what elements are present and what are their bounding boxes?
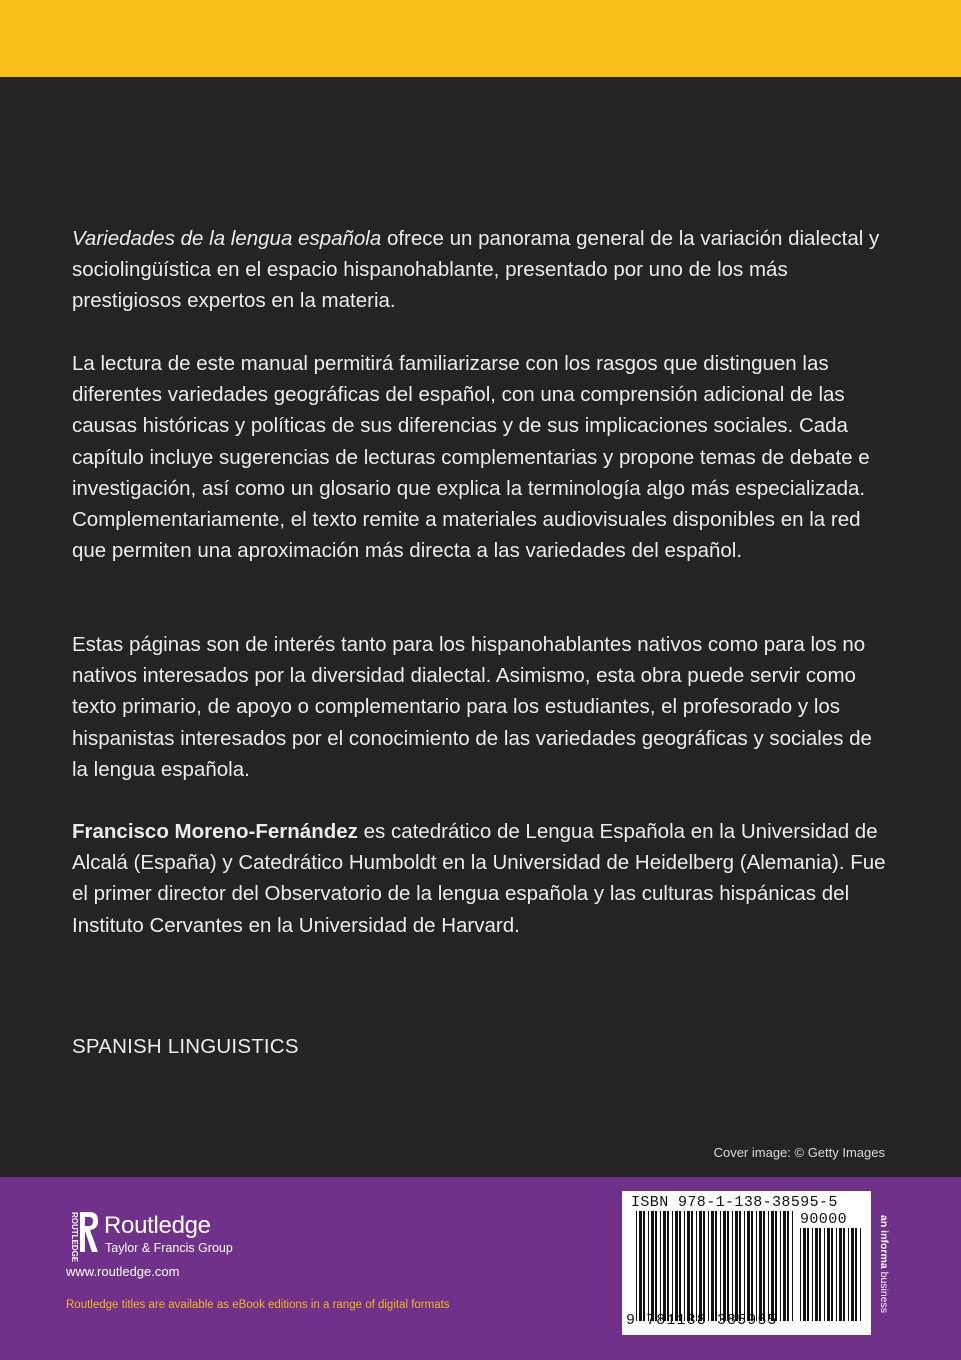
barcode-bar [691, 1211, 693, 1321]
book-title-italic: Variedades de la lengua española [72, 227, 382, 250]
barcode-bar [648, 1211, 649, 1321]
routledge-vertical-text: ROUTLEDGE [70, 1212, 79, 1263]
informa-business-label [878, 1215, 890, 1313]
barcode-bar [780, 1211, 781, 1321]
barcode-bar [723, 1211, 726, 1321]
barcode-bar [732, 1211, 733, 1321]
barcode-bar [775, 1211, 777, 1321]
routledge-logo-icon [78, 1208, 100, 1256]
author-bio-text: es catedrático de Lengua Española en la Universidad de Alcalá (España) y Catedrático Humboldt en la Universidad de Heidelberg (Alemania). Fue el primer director del Observatorio de la lengua española y las culturas hispánicas del Instituto Cervantes en la Universidad de Harvard. [72, 820, 886, 937]
barcode-bar [711, 1211, 714, 1321]
barcode-bar [851, 1228, 854, 1321]
barcode-bar [696, 1211, 697, 1321]
barcode-bar [807, 1228, 809, 1321]
routledge-vertical-wordmark [62, 1212, 79, 1263]
barcode-bar [663, 1211, 666, 1321]
barcode-bar [687, 1211, 690, 1321]
description-paragraph-1 [72, 223, 892, 317]
author-bio [72, 816, 892, 941]
barcode-bar [836, 1228, 837, 1321]
barcode-bar [639, 1211, 642, 1321]
barcode-bar [715, 1211, 717, 1321]
barcode-bar [792, 1211, 793, 1321]
barcode-bar [744, 1211, 745, 1321]
barcode-bar [660, 1211, 661, 1321]
barcode-bar [843, 1228, 845, 1321]
publisher-subtitle: Taylor & Francis Group [105, 1241, 233, 1255]
barcode-bar [855, 1228, 857, 1321]
ean-barcode [636, 1211, 796, 1321]
series-label: SPANISH LINGUISTICS [72, 1035, 299, 1058]
cover-image-credit: Cover image: © Getty Images [713, 1145, 885, 1160]
barcode-bar [819, 1228, 821, 1321]
barcode-digits: 9 781138 385955 [626, 1312, 778, 1329]
barcode-bar [708, 1211, 709, 1321]
barcode-bar [651, 1211, 654, 1321]
barcode-bar [768, 1211, 769, 1321]
barcode-bar [759, 1211, 762, 1321]
top-color-band [0, 0, 961, 77]
barcode-bar [735, 1211, 738, 1321]
barcode-bar [703, 1211, 705, 1321]
isbn-number: ISBN 978-1-138-38595-5 [631, 1194, 838, 1211]
barcode-bar [756, 1211, 757, 1321]
barcode-bar [860, 1228, 861, 1321]
paragraph-1-text: ofrece un panorama general de la variación dialectal y sociolingüística en el espacio hispanohablante, presentado por uno de los más prestigiosos expertos en la materia. [72, 227, 880, 313]
barcode-bar [839, 1228, 842, 1321]
barcode-bar [699, 1211, 702, 1321]
barcode-bar [783, 1211, 786, 1321]
barcode-bar [815, 1228, 818, 1321]
description-paragraph-3: Estas páginas son de interés tanto para los hispanohablantes nativos como para los no nativos interesados por la diversidad dialectal. Asimismo, esta obra puede servir como texto primario, de apoyo o complementario para los estudiantes, el profesorado y los hispanistas interesados por el conocimiento de las variedades geográficas y sociales de la lengua española. [72, 633, 872, 781]
barcode-addon-number: 90000 [800, 1211, 848, 1228]
barcode-bar [824, 1228, 825, 1321]
barcode-bar [636, 1211, 637, 1321]
barcode-bar [763, 1211, 765, 1321]
barcode-bar [684, 1211, 685, 1321]
description-paragraph-2: La lectura de este manual permitirá familiarizarse con los rasgos que distinguen las diferentes variedades geográficas del español, con una comprensión adicional de las causas históricas y políticas de sus diferencias y de sus implicaciones sociales. Cada capítulo incluye sugerencias de lecturas complementarias y propone temas de debate e investigación, así como un glosario que explica la terminología algo más especializada. Complementariamente, el texto remite a materiales audiovisuales disponibles en la red que permiten una aproximación más directa a las variedades del español. [72, 352, 870, 563]
barcode-bar [827, 1228, 830, 1321]
barcode-bar [751, 1211, 753, 1321]
publisher-name: Routledge [104, 1212, 211, 1239]
barcode-bar [803, 1228, 806, 1321]
barcode-bar [667, 1211, 669, 1321]
barcode-bar [747, 1211, 750, 1321]
barcode-bar [771, 1211, 774, 1321]
barcode-bar [787, 1211, 789, 1321]
barcode-bar [679, 1211, 681, 1321]
barcode-bar [675, 1211, 678, 1321]
barcode-bar [720, 1211, 721, 1321]
informa-bold: an informa [878, 1215, 890, 1269]
barcode-bar [727, 1211, 729, 1321]
barcode-bar [848, 1228, 849, 1321]
barcode-bar [831, 1228, 833, 1321]
barcode-bar [672, 1211, 673, 1321]
addon-barcode [800, 1228, 864, 1321]
ebook-availability-note: Routledge titles are available as eBook editions in a range of digital formats [66, 1299, 450, 1311]
barcode-bar [643, 1211, 645, 1321]
barcode-bar [812, 1228, 813, 1321]
informa-rest: business [878, 1268, 890, 1314]
barcode-bar [655, 1211, 657, 1321]
barcode-bar [800, 1228, 801, 1321]
barcode-bar [739, 1211, 741, 1321]
author-name: Francisco Moreno-Fernández [72, 820, 358, 843]
publisher-website[interactable]: www.routledge.com [66, 1264, 180, 1279]
